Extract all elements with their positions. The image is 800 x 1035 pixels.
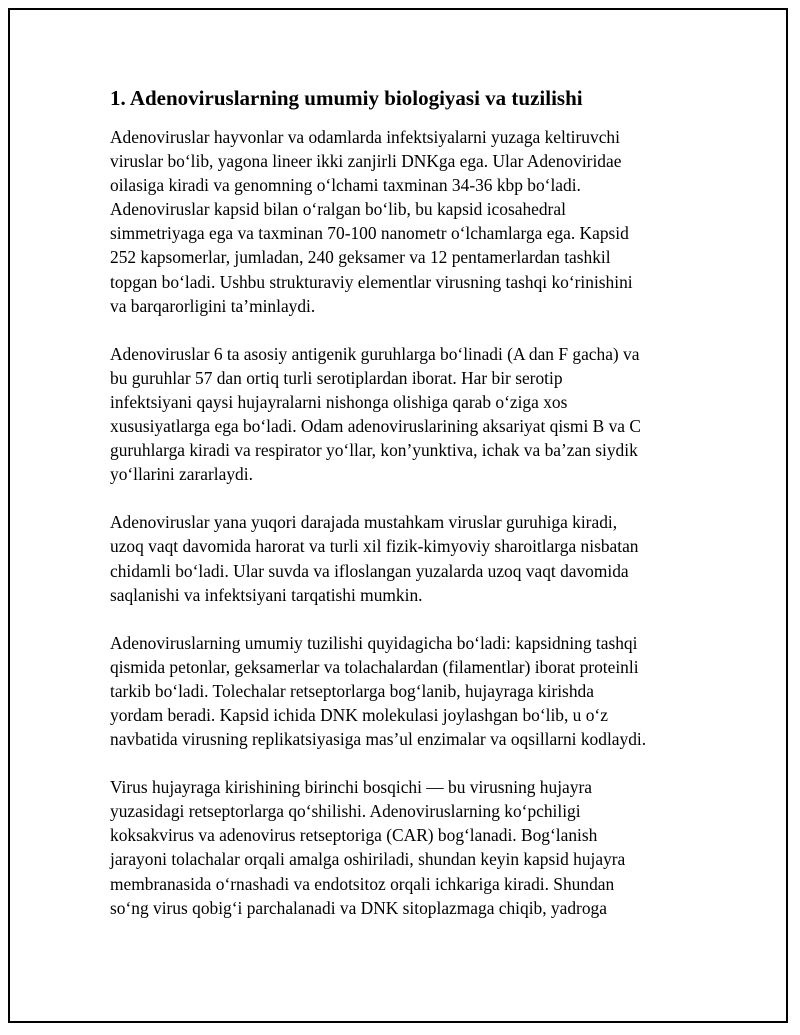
- document-body: [110, 85, 690, 944]
- text-line: infektsiyani qaysi hujayralarni nishonga olishiga qarab o‘ziga xos: [110, 391, 568, 412]
- text-line: topgan bo‘ladi. Ushbu strukturaviy elementlar virusning tashqi ko‘rinishini: [110, 271, 633, 292]
- paragraph-3: [110, 510, 690, 606]
- text-line: simmetriyaga ega va taxminan 70-100 nanometr o‘lchamlarga ega. Kapsid: [110, 223, 629, 244]
- paragraph-5: [110, 775, 690, 920]
- text-line: qismida petonlar, geksamerlar va tolachalardan (filamentlar) iborat proteinli: [110, 656, 639, 677]
- text-line: xususiyatlarga ega bo‘ladi. Odam adenoviruslarining aksariyat qismi B va C: [110, 416, 641, 437]
- text-line: saqlanishi va infektsiyani tarqatishi mumkin.: [110, 584, 423, 605]
- paragraph-1: [110, 125, 690, 318]
- text-line: membranasida o‘rnashadi va endotsitoz orqali ichkariga kiradi. Shundan: [110, 873, 615, 894]
- text-line: jarayoni tolachalar orqali amalga oshiriladi, shundan keyin kapsid hujayra: [110, 849, 626, 870]
- text-line: yo‘llarini zararlaydi.: [110, 464, 253, 485]
- text-line: Adenoviruslar 6 ta asosiy antigenik guruhlarga bo‘linadi (A dan F gacha) va: [110, 343, 640, 364]
- paragraph-2: [110, 342, 690, 487]
- text-line: uzoq vaqt davomida harorat va turli xil fizik-kimyoviy sharoitlarga nisbatan: [110, 536, 639, 557]
- text-line: tarkib bo‘ladi. Tolechalar retseptorlarga bog‘lanib, hujayraga kirishda: [110, 680, 594, 701]
- paragraph-4: [110, 631, 690, 751]
- section-heading: 1. Adenoviruslarning umumiy biologiyasi va tuzilishi: [110, 86, 583, 110]
- text-line: 252 kapsomerlar, jumladan, 240 geksamer va 12 pentamerlardan tashkil: [110, 247, 611, 268]
- text-line: viruslar bo‘lib, yagona lineer ikki zanjirli DNKga ega. Ular Adenoviridae: [110, 151, 622, 172]
- text-line: guruhlarga kiradi va respirator yo‘llar, kon’yunktiva, ichak va ba’zan siydik: [110, 440, 638, 461]
- text-line: yuzasidagi retseptorlarga qo‘shilishi. Adenoviruslarning ko‘pchiligi: [110, 801, 581, 822]
- text-line: Adenoviruslarning umumiy tuzilishi quyidagicha bo‘ladi: kapsidning tashqi: [110, 632, 638, 653]
- text-line: Adenoviruslar yana yuqori darajada mustahkam viruslar guruhiga kiradi,: [110, 512, 618, 533]
- text-line: Adenoviruslar kapsid bilan o‘ralgan bo‘lib, bu kapsid icosahedral: [110, 199, 566, 220]
- text-line: va barqarorligini ta’minlaydi.: [110, 295, 316, 316]
- text-line: Virus hujayraga kirishining birinchi bosqichi — bu virusning hujayra: [110, 777, 592, 798]
- text-line: Adenoviruslar hayvonlar va odamlarda infektsiyalarni yuzaga keltiruvchi: [110, 127, 620, 147]
- text-line: chidamli bo‘ladi. Ular suvda va ifloslangan yuzalarda uzoq vaqt davomida: [110, 560, 629, 581]
- text-line: yordam beradi. Kapsid ichida DNK molekulasi joylashgan bo‘lib, u o‘z: [110, 704, 608, 725]
- text-line: so‘ng virus qobig‘i parchalanadi va DNK sitoplazmaga chiqib, yadroga: [110, 897, 607, 918]
- text-line: bu guruhlar 57 dan ortiq turli serotiplardan iborat. Har bir serotip: [110, 367, 563, 388]
- text-line: navbatida virusning replikatsiyasiga mas’ul enzimalar va oqsillarni kodlaydi.: [110, 729, 647, 750]
- text-line: koksakvirus va adenovirus retseptoriga (CAR) bog‘lanadi. Bog‘lanish: [110, 825, 598, 846]
- text-line: oilasiga kiradi va genomning o‘lchami taxminan 34-36 kbp bo‘ladi.: [110, 175, 581, 196]
